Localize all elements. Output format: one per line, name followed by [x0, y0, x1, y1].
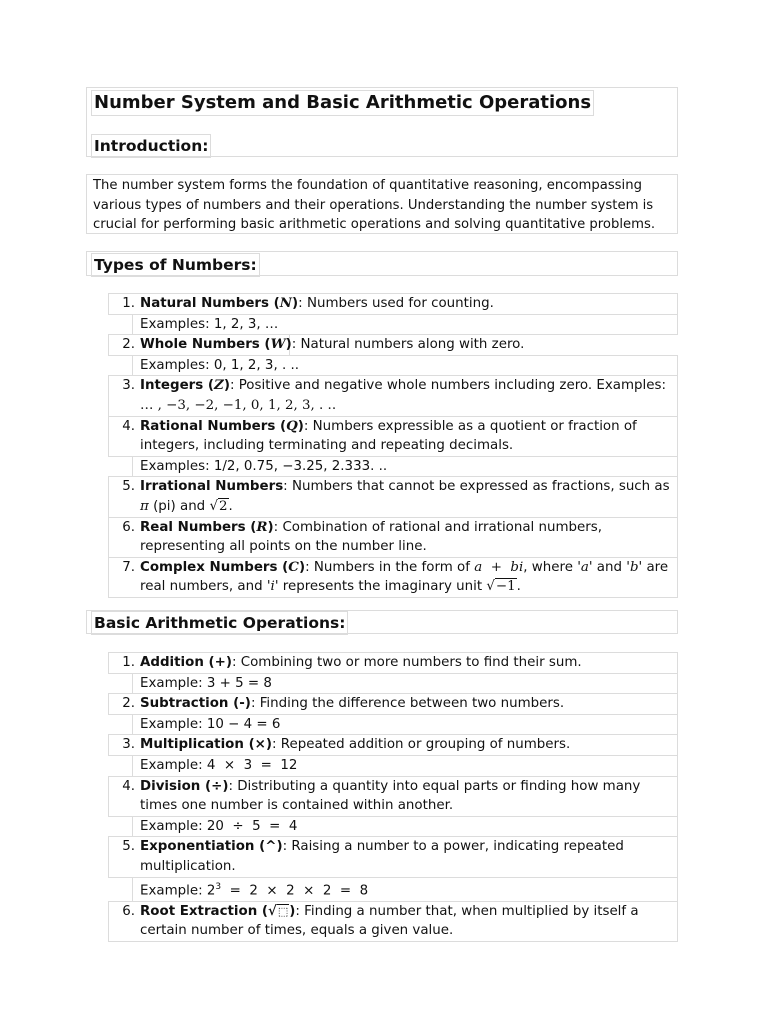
list-item-addition — [108, 652, 678, 674]
exponent: 3 — [215, 881, 222, 892]
example-row — [132, 456, 678, 478]
term-desc: : Natural numbers along with zero. — [291, 337, 525, 353]
example-row — [132, 714, 678, 736]
list-number: 3. — [122, 378, 135, 394]
list-item-rational — [108, 416, 678, 457]
sqrt-icon: √ — [268, 902, 277, 919]
example-row — [132, 816, 678, 838]
term-name: Addition (+) — [140, 655, 232, 670]
list-number: 5. — [122, 479, 135, 495]
term-name: Exponentiation (^) — [140, 839, 283, 855]
term-desc-b: , where ' — [523, 559, 581, 575]
example-text: Example: 10 − 4 = 6 — [140, 716, 281, 732]
term-desc: : Repeated addition or grouping of numbers. — [272, 737, 571, 753]
term-desc: : Numbers used for counting. — [298, 296, 494, 311]
sqrt-value: −1 — [495, 579, 516, 595]
term-close: ) — [285, 337, 292, 353]
example-row — [132, 755, 678, 777]
term-name: Natural Numbers ( — [140, 296, 280, 311]
term-name: Multiplication (×) — [140, 737, 273, 753]
types-list — [108, 294, 678, 598]
list-item-exponentiation — [108, 836, 678, 877]
term-close: ) — [297, 418, 304, 434]
term-close: ) — [298, 559, 306, 575]
sentence-end: . — [516, 579, 521, 595]
list-number: 6. — [122, 519, 135, 535]
list-number: 5. — [122, 839, 135, 855]
list-number: 2. — [122, 696, 135, 712]
list-number: 7. — [122, 559, 135, 575]
example-rest: = 2 × 2 × 2 = 8 — [221, 883, 369, 898]
term-desc: : Numbers expressible as a quotient or fraction of integers, including terminating and repeating decimals. — [140, 418, 637, 454]
list-item-irrational — [108, 476, 678, 517]
example-row — [132, 673, 678, 695]
term-name: Root Extraction ( — [140, 903, 269, 919]
term-symbol: C — [288, 558, 299, 575]
example-text: Examples: 1, 2, 3, … — [140, 316, 279, 332]
list-item-multiplication — [108, 734, 678, 756]
term-name: Whole Numbers ( — [140, 337, 271, 353]
term-name: Integers ( — [140, 378, 215, 394]
var-i: i — [270, 579, 275, 595]
sqrt-value: 2 — [219, 498, 228, 514]
var-a: a — [580, 559, 589, 575]
placeholder-box-icon: ⬚ — [277, 904, 289, 918]
term-desc: : Combining two or more numbers to find their sum. — [231, 655, 582, 670]
list-number: 2. — [122, 337, 135, 353]
var-b: b — [629, 559, 639, 575]
term-symbol: Q — [286, 417, 298, 434]
term-close: ) — [267, 519, 274, 535]
list-number: 4. — [122, 778, 135, 794]
types-heading: Types of Numbers: — [91, 253, 260, 277]
list-number: 3. — [122, 737, 135, 753]
example-text: Examples: 1/2, 0.75, −3.25, 2.333. .. — [140, 458, 388, 474]
example-row — [132, 314, 678, 336]
term-desc-c: ' and ' — [588, 559, 630, 575]
term-desc-e: ' represents the imaginary unit — [274, 579, 487, 595]
list-item-integers — [108, 375, 678, 416]
example-text: Example: 2 — [140, 883, 216, 898]
example-row — [132, 877, 678, 902]
example-text: Example: 3 + 5 = 8 — [140, 675, 272, 691]
term-close: ) — [292, 296, 299, 311]
list-item-division — [108, 776, 678, 817]
term-symbol: R — [256, 518, 268, 535]
list-item-complex — [108, 557, 678, 598]
term-name: Division (÷) — [140, 778, 229, 794]
term-desc: : Positive and negative whole numbers including zero. Examples: — [229, 378, 666, 394]
example-text: Example: 20 ÷ 5 = 4 — [140, 818, 298, 834]
list-item-root — [108, 901, 678, 942]
term-desc: : Finding a number that, when multiplied by itself a certain number of times, equals a given value. — [140, 903, 639, 939]
sqrt-icon: √ — [209, 498, 218, 514]
intro-heading: Introduction: — [91, 134, 211, 158]
integer-examples: … , −3, −2, −1, 0, 1, 2, 3, . .. — [140, 397, 337, 413]
term-symbol: N — [279, 295, 293, 311]
term-desc: : Distributing a quantity into equal parts or finding how many times one number is contained within another. — [140, 778, 641, 814]
ops-heading: Basic Arithmetic Operations: — [91, 611, 348, 635]
sentence-end: . — [228, 498, 233, 514]
example-text: Example: 4 × 3 = 12 — [140, 757, 298, 773]
pi-desc: (pi) and — [148, 498, 210, 514]
term-desc: : Combination of rational and irrational numbers, representing all points on the number line. — [140, 519, 603, 555]
term-name: Subtraction (-) — [140, 696, 251, 712]
list-number: 6. — [122, 903, 135, 919]
list-number: 1. — [122, 296, 135, 311]
list-number: 4. — [122, 418, 135, 434]
sqrt-icon: √ — [486, 579, 495, 595]
term-symbol: Z — [214, 377, 224, 394]
pi-symbol: π — [140, 498, 149, 514]
term-desc: : Numbers that cannot be expressed as fractions, such as — [283, 479, 670, 495]
complex-form: a + bi — [474, 559, 524, 575]
list-item-natural — [108, 293, 678, 315]
list-item-subtraction — [108, 693, 678, 715]
ops-list — [108, 653, 678, 942]
term-name: Real Numbers ( — [140, 519, 257, 535]
term-name: Complex Numbers ( — [140, 559, 289, 575]
term-desc: : Finding the difference between two numbers. — [250, 696, 565, 712]
term-desc-d: ' are real numbers, and ' — [140, 559, 669, 595]
example-text: Examples: 0, 1, 2, 3, . .. — [140, 357, 299, 373]
example-row — [132, 355, 678, 377]
term-close: ) — [223, 378, 230, 394]
term-desc: : Numbers in the form of — [305, 559, 475, 575]
list-number: 1. — [122, 655, 135, 670]
term-name: Rational Numbers ( — [140, 418, 287, 434]
page-title: Number System and Basic Arithmetic Operations — [91, 90, 594, 116]
term-desc: : Raising a number to a power, indicating repeated multiplication. — [140, 839, 624, 874]
intro-paragraph: The number system forms the foundation of quantitative reasoning, encompassing various types of numbers and their operations. Understanding the number system is crucial for performing basic arithmetic operations and solving quantitative problems. — [93, 178, 656, 232]
term-close: ) — [289, 903, 296, 919]
list-item-real — [108, 517, 678, 558]
list-item-whole — [108, 334, 525, 356]
term-name: Irrational Numbers — [140, 479, 284, 495]
term-symbol: W — [270, 336, 286, 353]
